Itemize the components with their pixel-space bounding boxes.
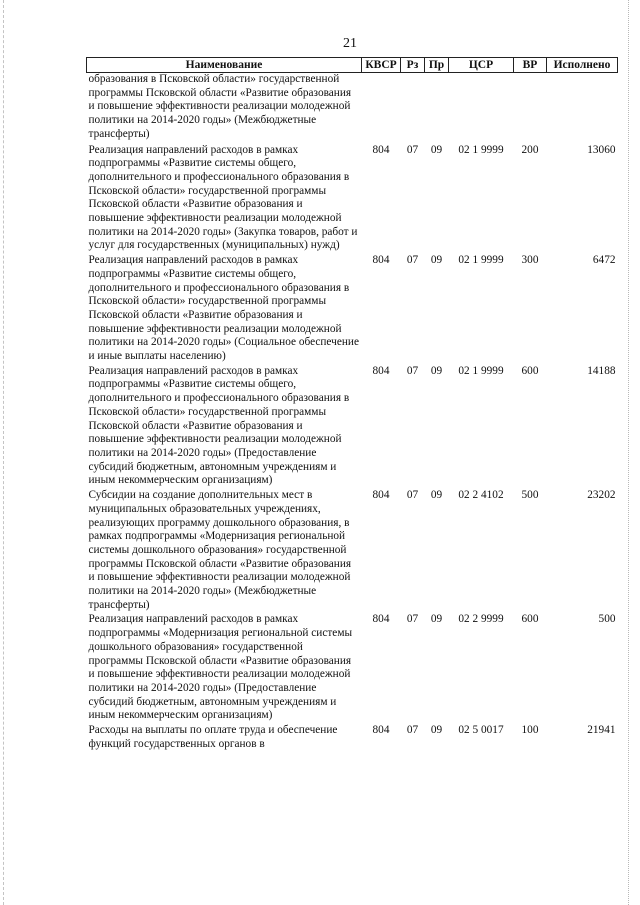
row-kvsr: 804 bbox=[372, 143, 390, 156]
row-kvsr: 804 bbox=[372, 364, 390, 377]
scan-edge-right bbox=[628, 0, 630, 905]
table-row bbox=[87, 254, 618, 365]
row-csr: 02 2 9999 bbox=[458, 613, 504, 626]
row-rz: 07 bbox=[406, 364, 419, 377]
row-pr: 09 bbox=[430, 143, 443, 156]
row-vr: 600 bbox=[521, 613, 539, 626]
row-csr: 02 2 4102 bbox=[458, 489, 504, 502]
row-kvsr: 804 bbox=[372, 724, 390, 737]
table-row bbox=[87, 365, 618, 489]
table-row bbox=[87, 724, 618, 752]
row-name: Субсидии на создание дополнительных мест в муниципальных образовательных учреждениях, реализующих программу дошкольного образования, в рамках подпрограммы «Модернизация региональной системы дошкольного образования» государственной программы Псковской области «Развитие образования и повышение эффективности реализации молодежной политики на 2014-2020 годы» (Межбюджетные трансферты) bbox=[88, 489, 352, 611]
row-name: образования в Псковской области» государственной программы Псковской области «Развитие образования и повышение эффективности реализации молодежной политики на 2014-2020 годы» (Межбюджетные трансферты) bbox=[88, 73, 352, 140]
header-pr: Пр bbox=[425, 58, 449, 73]
row-name: Реализация направлений расходов в рамках подпрограммы «Развитие системы общего, дополнительного и профессионального образования в Псковской области» государственной программы Псковской области «Развитие образования и повышение эффективности реализации молодежной политики на 2014-2020 годы» (Закупка товаров, работ и услуг для государственных (муниципальных) нужд) bbox=[88, 143, 358, 252]
row-pr: 09 bbox=[430, 613, 443, 626]
row-kvsr: 804 bbox=[372, 254, 390, 267]
row-amount: 23202 bbox=[587, 489, 616, 502]
row-kvsr: 804 bbox=[372, 489, 390, 502]
row-name: Реализация направлений расходов в рамках подпрограммы «Модернизация региональной системы дошкольного образования» государственной программы Псковской области «Развитие образования и повышение эффективности реализации молодежной политики на 2014-2020 годы» (Предоставление субсидий бюджетным, автономным учреждениям и иным некоммерческим организациям) bbox=[88, 613, 353, 722]
row-rz: 07 bbox=[406, 254, 419, 267]
row-vr: 300 bbox=[521, 254, 539, 267]
row-kvsr: 804 bbox=[372, 613, 390, 626]
table-row bbox=[87, 489, 618, 613]
table-row bbox=[87, 144, 618, 255]
header-vr: ВР bbox=[514, 58, 547, 73]
row-csr: 02 1 9999 bbox=[458, 364, 504, 377]
row-csr: 02 1 9999 bbox=[458, 143, 504, 156]
row-pr: 09 bbox=[430, 254, 443, 267]
row-rz: 07 bbox=[406, 724, 419, 737]
table-row bbox=[87, 613, 618, 724]
row-vr: 600 bbox=[521, 364, 539, 377]
row-amount: 21941 bbox=[587, 724, 616, 737]
header-name: Наименование bbox=[87, 58, 362, 73]
row-csr: 02 5 0017 bbox=[458, 724, 504, 737]
row-amount: 14188 bbox=[587, 364, 616, 377]
row-rz: 07 bbox=[406, 489, 419, 502]
row-name: Расходы на выплаты по оплате труда и обеспечение функций государственных органов в bbox=[88, 724, 338, 750]
table-header-row bbox=[87, 58, 618, 73]
budget-execution-table bbox=[86, 57, 618, 752]
row-pr: 09 bbox=[430, 364, 443, 377]
page-number: 21 bbox=[343, 36, 357, 51]
row-rz: 07 bbox=[406, 143, 419, 156]
header-kvsr: КВСР bbox=[362, 58, 401, 73]
row-vr: 100 bbox=[521, 724, 539, 737]
row-rz: 07 bbox=[406, 613, 419, 626]
row-pr: 09 bbox=[430, 724, 443, 737]
header-rz: Рз bbox=[401, 58, 425, 73]
header-csr: ЦСР bbox=[449, 58, 514, 73]
scan-edge-left bbox=[3, 0, 5, 905]
row-csr: 02 1 9999 bbox=[458, 254, 504, 267]
row-name: Реализация направлений расходов в рамках подпрограммы «Развитие системы общего, дополнительного и профессионального образования в Псковской области» государственной программы Псковской области «Развитие образования и повышение эффективности реализации молодежной политики на 2014-2020 годы» (Социальное обеспечение и иные выплаты населению) bbox=[88, 254, 359, 363]
row-amount: 500 bbox=[598, 613, 616, 626]
row-vr: 200 bbox=[521, 143, 539, 156]
row-name: Реализация направлений расходов в рамках подпрограммы «Развитие системы общего, дополнительного и профессионального образования в Псковской области» государственной программы Псковской области «Развитие образования и повышение эффективности реализации молодежной политики на 2014-2020 годы» (Предоставление субсидий бюджетным, автономным учреждениям и иным некоммерческим организациям) bbox=[88, 364, 350, 487]
header-executed: Исполнено bbox=[547, 58, 618, 73]
row-pr: 09 bbox=[430, 489, 443, 502]
table-row-continuation bbox=[87, 73, 618, 144]
row-amount: 13060 bbox=[587, 143, 616, 156]
row-vr: 500 bbox=[521, 489, 539, 502]
row-amount: 6472 bbox=[592, 254, 616, 267]
